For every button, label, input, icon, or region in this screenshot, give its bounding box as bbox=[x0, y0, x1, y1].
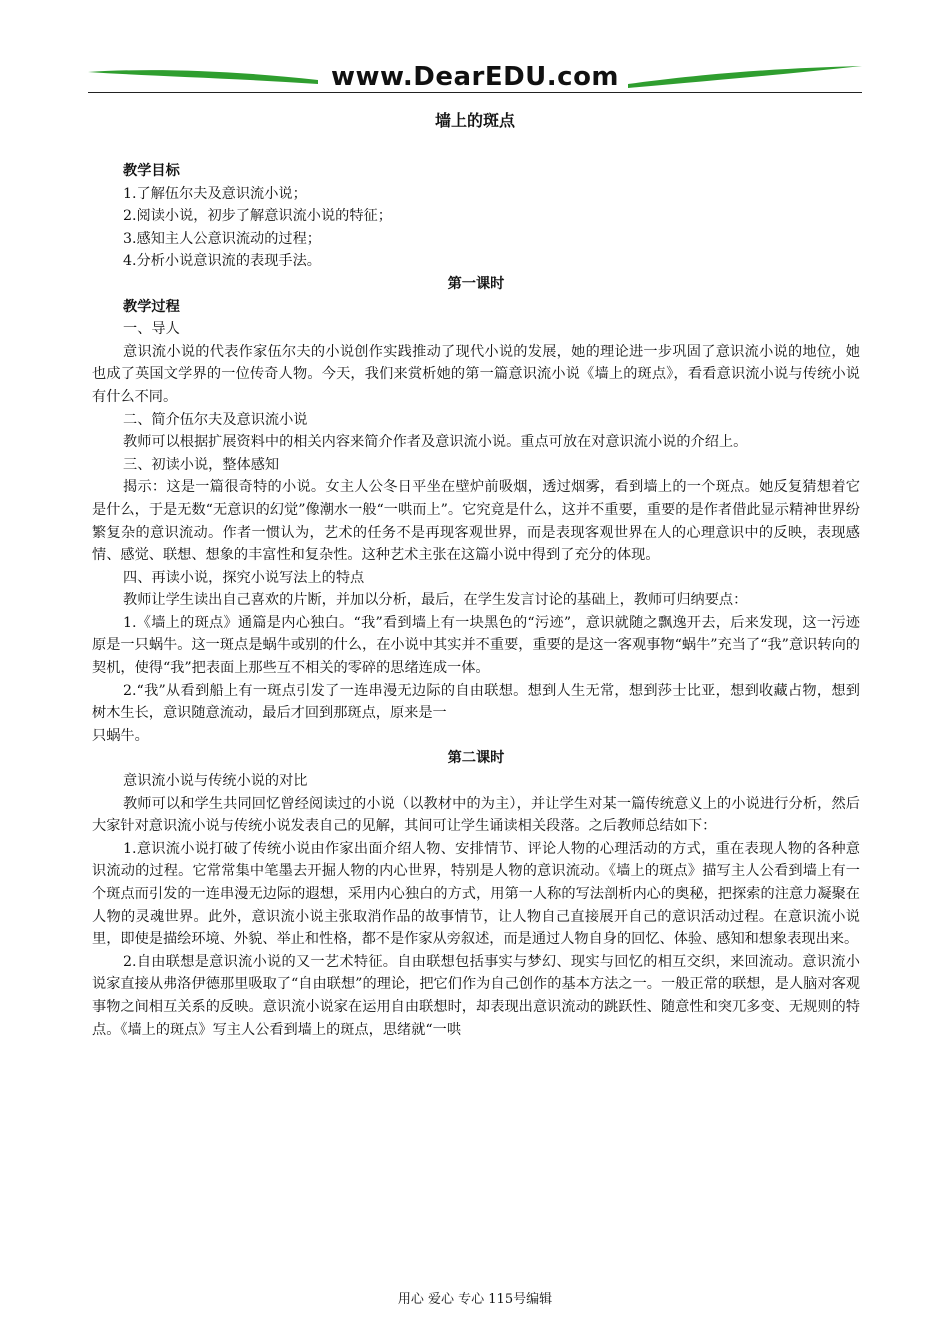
section4-point2-tail: 只蜗牛。 bbox=[92, 727, 149, 744]
lesson2-heading: 第二课时 bbox=[447, 750, 505, 767]
compare-point1: 1.意识流小说打破了传统小说由作家出面介绍人物、安排情节、评论人物的心理活动的方式，重在表现人物的各种意识流动的过程。它常常集中笔墨去开掘人物的内心世界，特别是人物的意识流动。《墙上的斑点》描写主人公看到墙上有一个斑点而引发的一连串漫无边际的遐想，采用内心独白的方式，用第一人称的写法剖析内心的奥秘，把探索的注意力凝聚在人物的灵魂世界。此外，意识流小说主张取消作品的故事情节，让人物自己直接展开自己的意识活动过程。在意识流小说里，即使是描绘环境、外貌、举止和性格，都不是作家从旁叙述，而是通过人物自身的回忆、体验、感知和想象表现出来。 bbox=[92, 840, 860, 948]
section2-text: 教师可以根据扩展资料中的相关内容来简介作者及意识流小说。重点可放在对意识流小说的介绍上。 bbox=[123, 434, 748, 451]
goal-item-3: 3.感知主人公意识流动的过程； bbox=[123, 230, 321, 247]
compare-heading: 意识流小说与传统小说的对比 bbox=[123, 773, 308, 790]
document-body bbox=[92, 160, 860, 1041]
page-title: 墙上的斑点 bbox=[434, 111, 515, 130]
page-footer: 用心 爱心 专心 115号编辑 bbox=[397, 1292, 553, 1307]
section2-heading: 二、简介伍尔夫及意识流小说 bbox=[123, 411, 308, 428]
section3-heading: 三、初读小说，整体感知 bbox=[123, 456, 280, 473]
goal-item-2: 2.阅读小说，初步了解意识流小说的特征； bbox=[123, 208, 392, 225]
section1-heading: 一、导人 bbox=[123, 321, 180, 338]
compare-point2: 2.自由联想是意识流小说的又一艺术特征。自由联想包括事实与梦幻、现实与回忆的相互交织，来回流动。意识流小说家直接从弗洛伊德那里吸取了“自由联想”的理论，把它们作为自己创作的基本方法之一。一般正常的联想，是人脑对客观事物之间相互关系的反映。意识流小说家在运用自由联想时，却表现出意识流动的跳跃性、随意性和突兀多变、无规则的特点。《墙上的斑点》写主人公看到墙上的斑点，思绪就“一哄 bbox=[92, 953, 860, 1038]
section1-text: 意识流小说的代表作家伍尔夫的小说创作实践推动了现代小说的发展，她的理论进一步巩固了意识流小说的地位，她也成了英国文学界的一位传奇人物。今天，我们来赏析她的第一篇意识流小说《墙上的斑点》，看看意识流小说与传统小说有什么不同。 bbox=[92, 343, 860, 405]
goals-heading: 教学目标 bbox=[123, 163, 180, 179]
section4-heading: 四、再读小说，探究小说写法上的特点 bbox=[123, 569, 365, 586]
lesson1-heading: 第一课时 bbox=[447, 275, 505, 292]
site-logo-text: www.DearEDU.com bbox=[330, 62, 620, 92]
goal-item-4: 4.分析小说意识流的表现手法。 bbox=[123, 253, 321, 270]
section3-text: 揭示：这是一篇很奇特的小说。女主人公冬日平坐在壁炉前吸烟，透过烟雾，看到墙上的一个斑点。她反复猜想着它是什么，于是无数“无意识的幻觉”像潮水一般“一哄而上”。它究竟是什么，这并不重要，重要的是作者借此显示精神世界纷繁复杂的意识流动。作者一惯认为，艺术的任务不是再现客观世界，而是表现客观世界在人的心理意识中的反映，表现感情、感觉、联想、想象的丰富性和复杂性。这种艺术主张在这篇小说中得到了充分的体现。 bbox=[92, 479, 860, 564]
section4-point1: 1.《墙上的斑点》通篇是内心独白。“我”看到墙上有一块黑色的“污迹”，意识就随之飘逸开去，后来发现，这一污迹原是一只蜗牛。这一斑点是蜗牛或别的什么，在小说中其实并不重要，重要的是这一客观事物“蜗牛”充当了“我”意识转向的契机，使得“我”把表面上那些互不相关的零碎的思绪连成一体。 bbox=[92, 614, 860, 677]
section4-intro: 教师让学生读出自己喜欢的片断，并加以分析，最后，在学生发言讨论的基础上，教师可归纳要点： bbox=[123, 592, 748, 609]
process-heading: 教学过程 bbox=[123, 298, 180, 315]
section4-point2: 2.“我”从看到船上有一斑点引发了一连串漫无边际的自由联想。想到人生无常，想到莎士比亚，想到收藏占物，想到树木生长，意识随意流动，最后才回到那斑点，原来是一 bbox=[92, 682, 860, 722]
goal-item-1: 1.了解伍尔夫及意识流小说； bbox=[123, 185, 307, 202]
header-divider bbox=[88, 92, 862, 93]
compare-intro: 教师可以和学生共同回忆曾经阅读过的小说（以教材中的为主），并让学生对某一篇传统意义上的小说进行分析，然后大家针对意识流小说与传统小说发表自己的见解，其间可让学生诵读相关段落。之后教师总结如下： bbox=[92, 795, 860, 835]
